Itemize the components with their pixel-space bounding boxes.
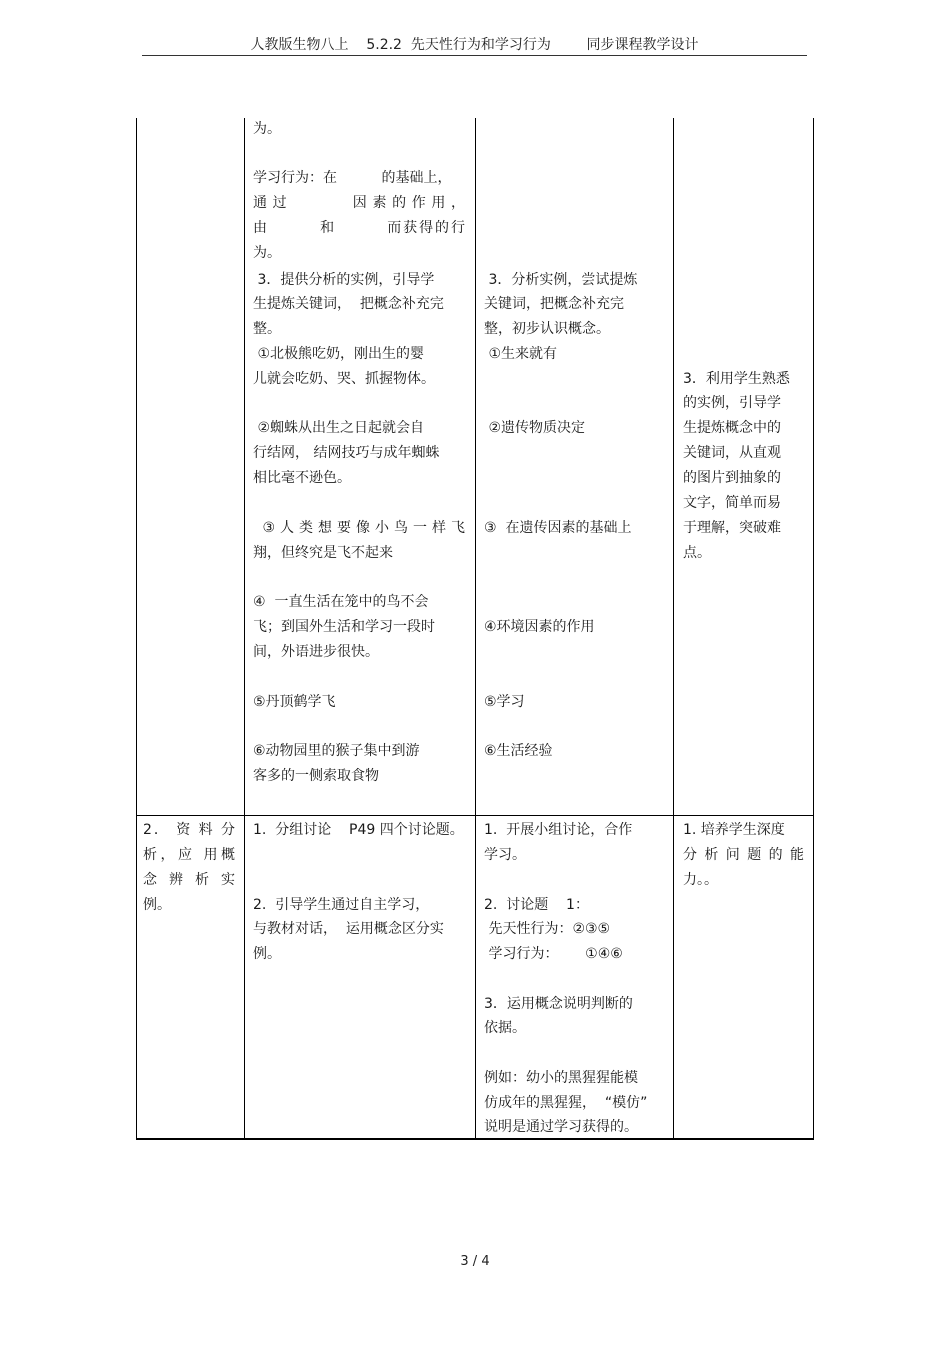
header-rule <box>142 55 807 56</box>
text-line: 3．分析实例，尝试提炼 <box>484 272 638 288</box>
text-line: ⑥生活经验 <box>484 743 553 759</box>
text-line: 1. 培养学生深度 <box>683 822 785 838</box>
text-line: 儿就会吃奶、哭、抓握物体。 <box>253 371 435 387</box>
text-line: 例。 <box>143 897 171 913</box>
text-line: 析，应 用概 <box>143 847 235 863</box>
text-line: 文字，简单而易 <box>683 495 781 511</box>
text-line: 行结网， 结网技巧与成年蜘蛛 <box>253 445 440 461</box>
text-line: 分 析 问 题 的 能 <box>683 847 804 863</box>
text-line: 间，外语进步很快。 <box>253 644 379 660</box>
text-line: 仿成年的黑猩猩， “模仿” <box>484 1095 648 1111</box>
text-line: 为。 <box>253 245 281 261</box>
text-line: 1. 分组讨论 P49 四个讨论题。 <box>253 822 464 838</box>
table-divider-1 <box>244 118 245 1139</box>
text-line: 关键词，从直观 <box>683 445 781 461</box>
text-line: 2. 讨论题 1： <box>484 897 589 913</box>
table-border-bottom <box>136 1138 814 1140</box>
text-line: ④环境因素的作用 <box>484 619 595 635</box>
table-border-left <box>136 118 137 1139</box>
text-line: ④ 一直生活在笼中的鸟不会 <box>253 594 429 610</box>
text-line: 客多的一侧索取食物 <box>253 768 379 784</box>
text-line: 1. 开展小组讨论，合作 <box>484 822 633 838</box>
row-divider <box>136 815 814 816</box>
text-line: 整。 <box>253 321 281 337</box>
text-line: 点。 <box>683 545 711 561</box>
text-line: 的实例，引导学 <box>683 395 781 411</box>
text-line: 念 辨 析 实 <box>143 872 235 888</box>
text-line: 学习行为：在 的基础上， <box>253 170 452 186</box>
text-line: 飞；到国外生活和学习一段时 <box>253 619 435 635</box>
text-line: 的图片到抽象的 <box>683 470 781 486</box>
text-line: 例。 <box>253 946 281 962</box>
text-line: 依据。 <box>484 1020 526 1036</box>
table-divider-2 <box>475 118 476 1139</box>
text-line: 3．运用概念说明判断的 <box>484 996 633 1012</box>
text-line: ①北极熊吃奶，刚出生的婴 <box>253 346 425 362</box>
text-line: ①生来就有 <box>484 346 558 362</box>
text-line: 生提炼概念中的 <box>683 420 781 436</box>
text-line: 翔，但终究是飞不起来 <box>253 545 393 561</box>
text-line: 说明是通过学习获得的。 <box>484 1119 638 1135</box>
text-line: 与教材对话， 运用概念区分实 <box>253 921 444 937</box>
page-number: 3 / 4 <box>460 1254 490 1269</box>
text-line: 例如：幼小的黑猩猩能模 <box>484 1070 638 1086</box>
text-line: ⑤丹顶鹤学飞 <box>253 694 336 710</box>
text-line: ⑤学习 <box>484 694 525 710</box>
text-line: ③人类想要像小鸟一样飞 <box>253 520 465 536</box>
text-line: ②遗传物质决定 <box>484 420 586 436</box>
text-line: 学习。 <box>484 847 526 863</box>
page-header: 人教版生物八上 5.2.2 先天性行为和学习行为 同步课程教学设计 <box>250 37 699 53</box>
text-line: 由 和 而获得的行 <box>253 220 465 236</box>
text-line: 通过 因素的作用， <box>253 195 465 211</box>
text-line: 关键词，把概念补充完 <box>484 296 624 312</box>
text-line: 生提炼关键词， 把概念补充完 <box>253 296 444 312</box>
text-line: 相比毫不逊色。 <box>253 470 351 486</box>
text-line: 2． 资 料 分 <box>143 822 235 838</box>
text-line: 先天性行为：②③⑤ <box>484 921 611 937</box>
text-line: ⑥动物园里的猴子集中到游 <box>253 743 420 759</box>
text-line: 于理解，突破难 <box>683 520 781 536</box>
table-divider-3 <box>673 118 674 1139</box>
text-line: 为。 <box>253 121 281 137</box>
text-line: 2. 引导学生通过自主学习， <box>253 897 430 913</box>
text-line: 力。。 <box>683 872 718 888</box>
text-line: 整，初步认识概念。 <box>484 321 610 337</box>
text-line: 3．提供分析的实例，引导学 <box>253 272 435 288</box>
text-line: 学习行为： ①④⑥ <box>484 946 623 962</box>
text-line: 3．利用学生熟悉 <box>683 371 790 387</box>
table-border-right <box>813 118 814 1139</box>
text-line: ②蜘蛛从出生之日起就会自 <box>253 420 425 436</box>
text-line: ③ 在遗传因素的基础上 <box>484 520 632 536</box>
